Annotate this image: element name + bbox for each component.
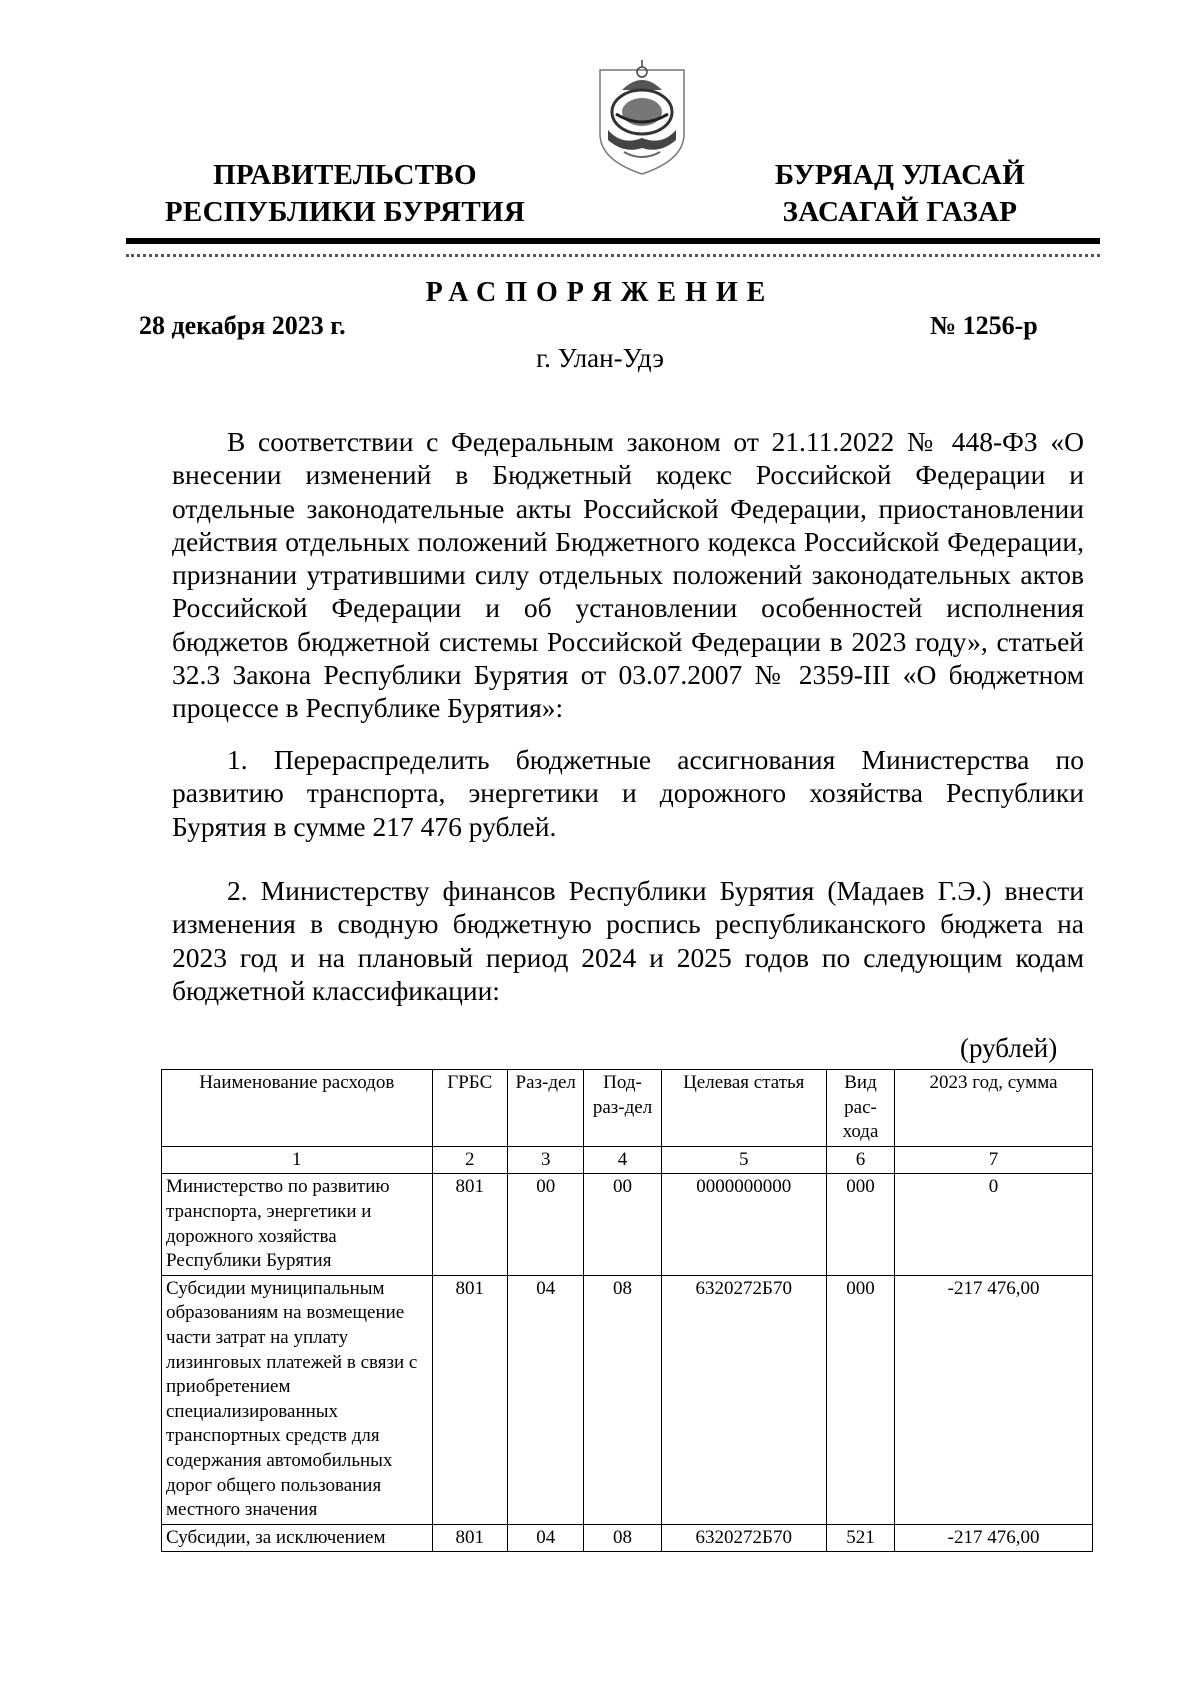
cell-expense-type: 521 [826, 1524, 894, 1552]
cell-section: 00 [508, 1174, 584, 1275]
header-left-line2: РЕСПУБЛИКИ БУРЯТИЯ [164, 196, 526, 228]
cell-amount: -217 476,00 [895, 1524, 1093, 1552]
column-number: 4 [584, 1146, 661, 1174]
header-cell-name: Наименование расходов [162, 1070, 433, 1147]
cell-grbs: 801 [432, 1275, 508, 1524]
order-city: г. Улан-Удэ [536, 343, 664, 373]
government-name-buryat [740, 157, 1060, 231]
document-title: РАСПОРЯЖЕНИЕ [425, 277, 775, 308]
cell-target-article: 0000000000 [661, 1174, 826, 1275]
header-cell-target-article: Целевая статья [661, 1070, 826, 1147]
cell-amount: 0 [895, 1174, 1093, 1275]
body-paragraph-item-2: 2. Министерству финансов Республики Бурятия (Мадаев Г.Э.) внести изменения в сводную бюджетную роспись республиканского бюджета на 2023 год и на плановый период 2024 и 2025 годов по следующим кодам бюджетной классификации: [172, 875, 1084, 1006]
cell-section: 04 [508, 1275, 584, 1524]
header-cell-expense-type: Вид рас-хода [826, 1070, 894, 1147]
header-cell-amount: 2023 год, сумма [895, 1070, 1093, 1147]
cell-amount: -217 476,00 [895, 1275, 1093, 1524]
table-row [162, 1524, 1093, 1552]
order-number: № 1256-р [930, 311, 1038, 340]
cell-target-article: 6320272Б70 [661, 1275, 826, 1524]
body-paragraph-item-1: 1. Перераспределить бюджетные ассигнования Министерства по развитию транспорта, энергетики и дорожного хозяйства Республики Бурятия в сумме 217 476 рублей. [172, 744, 1084, 842]
header-right-line1: БУРЯАД УЛАСАЙ [774, 159, 1026, 191]
column-number: 7 [895, 1146, 1093, 1174]
table-row [162, 1275, 1093, 1524]
cell-expense-type: 000 [826, 1275, 894, 1524]
cell-subsection: 08 [584, 1524, 661, 1552]
cell-name: Субсидии муниципальным образованиям на возмещение части затрат на уплату лизинговых платежей в связи с приобретением специализированных транспортных средств для содержания автомобильных дорог общего пользования местного значения [162, 1275, 433, 1524]
table-units: (рублей) [960, 1033, 1058, 1063]
table-column-number-row [162, 1146, 1093, 1174]
cell-subsection: 00 [584, 1174, 661, 1275]
header-cell-section: Раз-дел [508, 1070, 584, 1147]
column-number: 6 [826, 1146, 894, 1174]
header-cell-subsection: Под-раз-дел [584, 1070, 661, 1147]
column-number: 2 [432, 1146, 508, 1174]
cell-expense-type: 000 [826, 1174, 894, 1275]
cell-grbs: 801 [432, 1174, 508, 1275]
header-cell-grbs: ГРБС [432, 1070, 508, 1147]
header-right-line2: ЗАСАГАЙ ГАЗАР [782, 196, 1018, 228]
cell-name: Субсидии, за исключением [162, 1524, 433, 1552]
table-row [162, 1174, 1093, 1275]
order-date: 28 декабря 2023 г. [139, 311, 346, 340]
column-number: 5 [661, 1146, 826, 1174]
coat-of-arms-icon [594, 56, 690, 178]
header-dotted-divider [126, 254, 1100, 257]
budget-table [161, 1069, 1093, 1552]
cell-section: 04 [508, 1524, 584, 1552]
column-number: 1 [162, 1146, 433, 1174]
body-paragraph-preamble: В соответствии с Федеральным законом от 21.11.2022 № 448-ФЗ «О внесении изменений в Бюджетный кодекс Российской Федерации и отдельные законодательные акты Российской Федерации, приостановлении действия отдельных положений Бюджетного кодекса Российской Федерации, признании утратившими силу отдельных положений законодательных актов Российской Федерации и об установлении особенностей исполнения бюджетов бюджетной системы Российской Федерации в 2023 году», статьей 32.3 Закона Республики Бурятия от 03.07.2007 № 2359-III «О бюджетном процессе в Республике Бурятия»: [172, 426, 1084, 724]
cell-target-article: 6320272Б70 [661, 1524, 826, 1552]
government-name-russian [150, 157, 540, 231]
header-left-line1: ПРАВИТЕЛЬСТВО [213, 159, 477, 191]
table-header-row [162, 1070, 1093, 1147]
header-divider [126, 238, 1100, 244]
column-number: 3 [508, 1146, 584, 1174]
cell-name: Министерство по развитию транспорта, энергетики и дорожного хозяйства Республики Бурятия [162, 1174, 433, 1275]
cell-grbs: 801 [432, 1524, 508, 1552]
cell-subsection: 08 [584, 1275, 661, 1524]
